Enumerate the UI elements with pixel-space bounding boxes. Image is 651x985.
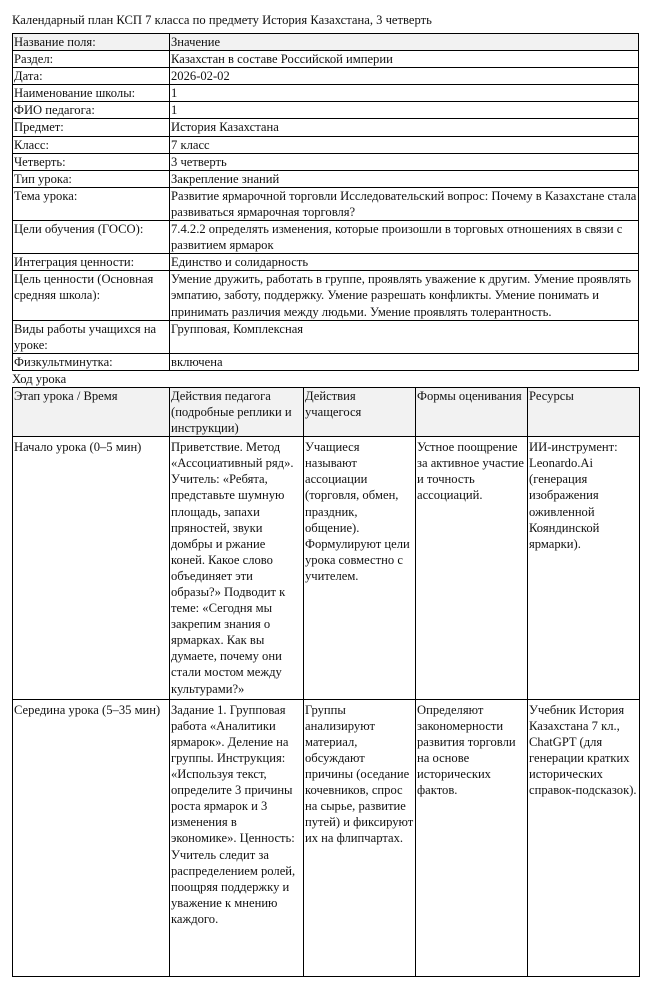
field-value: Групповая, Комплексная [170,320,639,353]
field-value: Единство и солидарность [170,254,639,271]
info-row-work-types [13,320,639,353]
stage-cell: Середина урока (5–35 мин) [13,699,170,976]
field-value: Развитие ярмарочной торговли Исследовательский вопрос: Почему в Казахстане стала развиваться ярмарочная торговля? [170,187,639,220]
field-value: Закрепление знаний [170,170,639,187]
assessment-cell: Определяют закономерности развития торговли на основе исторических фактов. [416,699,528,976]
info-row-school [13,85,639,102]
field-label: Тип урока: [13,170,170,187]
field-label: ФИО педагога: [13,102,170,119]
info-row-quarter [13,153,639,170]
resources-cell: ИИ-инструмент: Leonardo.Ai (генерация изображения оживленной Кояндинской ярмарки). [528,437,640,700]
field-label: Предмет: [13,119,170,136]
field-value: 7.4.2.2 определять изменения, которые произошли в торговых отношениях в связи с развитием ярмарок [170,221,639,254]
field-label: Виды работы учащихся на уроке: [13,320,170,353]
field-value: включена [170,353,639,370]
field-label: Четверть: [13,153,170,170]
assessment-header: Формы оценивания [416,387,528,436]
student-actions-header: Действия учащегося [304,387,416,436]
field-label: Цель ценности (Основная средняя школа): [13,271,170,320]
info-row-date [13,68,639,85]
field-label: Цели обучения (ГОСО): [13,221,170,254]
resources-cell: Учебник История Казахстана 7 кл., ChatGPT (для генерации кратких исторических справок-подсказок). [528,699,640,976]
field-label: Дата: [13,68,170,85]
document-title: Календарный план КСП 7 класса по предмету История Казахстана, 3 четверть [12,13,432,27]
field-value: История Казахстана [170,119,639,136]
lesson-flow-table [12,387,640,977]
info-row-value-goal [13,271,639,320]
lesson-info-header-row [13,34,639,51]
resources-header: Ресурсы [528,387,640,436]
field-value: 1 [170,85,639,102]
assessment-cell: Устное поощрение за активное участие и точность ассоциаций. [416,437,528,700]
info-row-topic [13,187,639,220]
stage-cell: Начало урока (0–5 мин) [13,437,170,700]
teacher-actions-cell: Задание 1. Групповая работа «Аналитики ярмарок». Деление на группы. Инструкция: «Используя текст, определите 3 причины роста ярмарок и 3 изменения в экономике». Ценность: Учитель следит за распределением ролей, поощряя поддержку и уважение к мнению каждого. [170,699,304,976]
field-label: Наименование школы: [13,85,170,102]
lesson-flow-label: Ход урока [12,371,67,386]
field-header-cell: Название поля: [13,34,170,51]
field-label: Класс: [13,136,170,153]
student-actions-cell: Группы анализируют материал, обсуждают причины (оседание кочевников, спрос на сырье, развитие путей) и фиксируют их на флипчартах. [304,699,416,976]
field-value: 7 класс [170,136,639,153]
stage-row-beginning [13,437,640,700]
stage-header: Этап урока / Время [13,387,170,436]
info-row-value-integration [13,254,639,271]
info-row-section [13,51,639,68]
info-row-lesson-type [13,170,639,187]
info-row-grade [13,136,639,153]
student-actions-cell: Учащиеся называют ассоциации (торговля, обмен, праздник, общение). Формулируют цели урока совместно с учителем. [304,437,416,700]
teacher-actions-cell: Приветствие. Метод «Ассоциативный ряд». Учитель: «Ребята, представьте шумную площадь, запахи пряностей, звуки домбры и ржание коней. Какое слово объединяет эти образы?» Подводит к теме: «Сегодня мы закрепим знания о ярмарках. Как вы думаете, почему они стали мостом между культурами?» [170,437,304,700]
stage-row-middle [13,699,640,976]
value-header-cell: Значение [170,34,639,51]
lesson-info-table [12,33,639,371]
field-label: Раздел: [13,51,170,68]
field-label: Интеграция ценности: [13,254,170,271]
info-row-learning-goals [13,221,639,254]
teacher-actions-header: Действия педагога (подробные реплики и инструкции) [170,387,304,436]
info-row-teacher [13,102,639,119]
field-value: Казахстан в составе Российской империи [170,51,639,68]
field-value: 1 [170,102,639,119]
field-label: Физкультминутка: [13,353,170,370]
field-label: Тема урока: [13,187,170,220]
info-row-physical-break [13,353,639,370]
info-row-subject [13,119,639,136]
lesson-flow-header-row [13,387,640,436]
field-value: 3 четверть [170,153,639,170]
field-value: 2026-02-02 [170,68,639,85]
field-value: Умение дружить, работать в группе, проявлять уважение к другим. Умение проявлять эмпатию, заботу, поддержку. Умение разрешать конфликты. Умение понимать и принимать различия между людьми. Умение проявлять толерантность. [170,271,639,320]
